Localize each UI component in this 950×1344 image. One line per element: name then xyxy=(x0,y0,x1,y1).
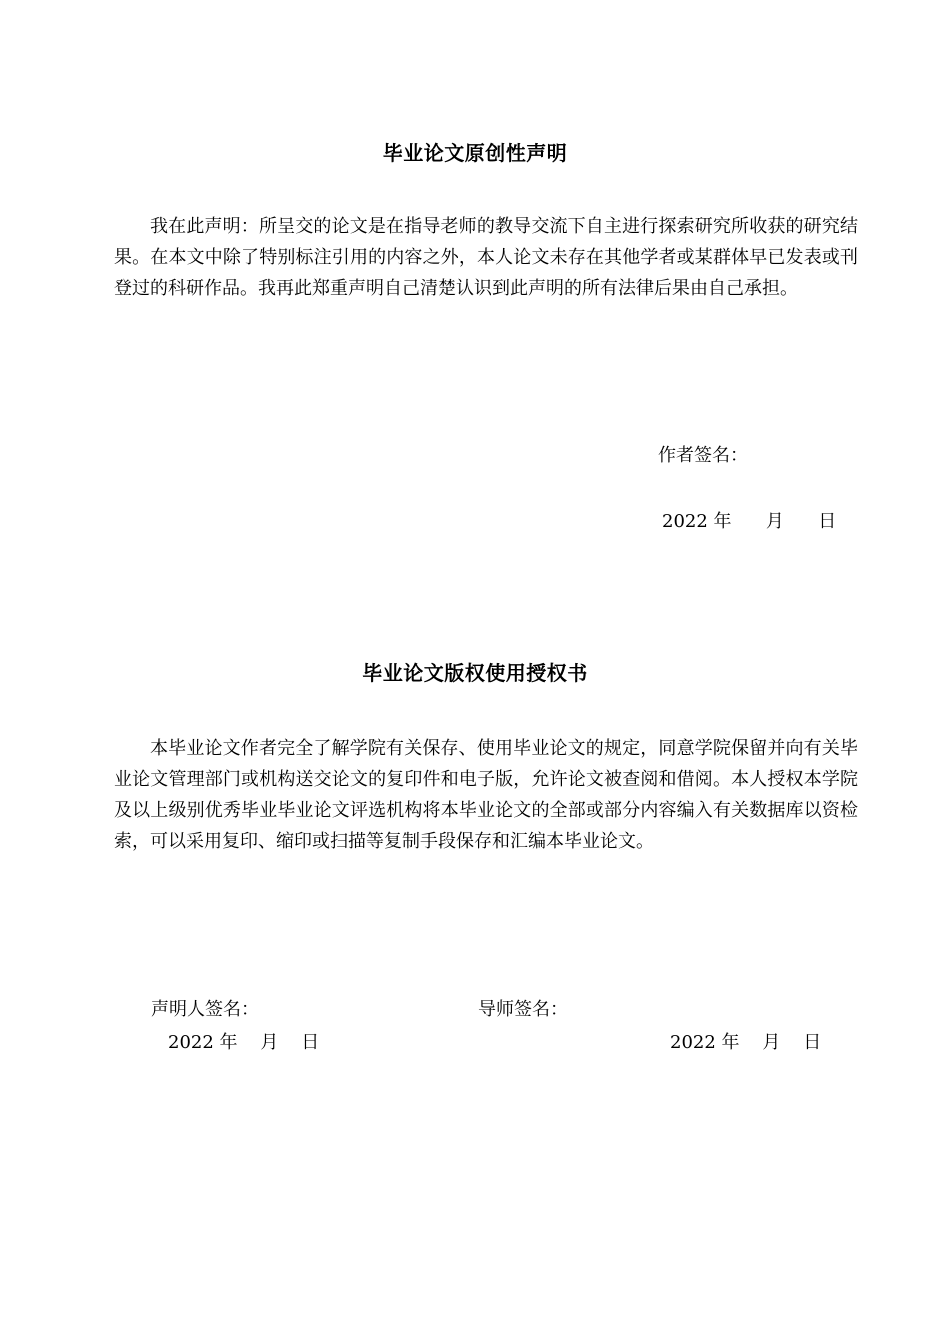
declaration-body: 我在此声明：所呈交的论文是在指导老师的教导交流下自主进行探索研究所收获的研究结果。在本文中除了特别标注引用的内容之外，本人论文未存在其他学者或某群体早已发表或刊登过的科研作品。我再此郑重声明自己清楚认识到此声明的所有法律后果由自己承担。 xyxy=(114,216,858,299)
authorization-title: 毕业论文版权使用授权书 xyxy=(362,661,588,685)
authorization-body: 本毕业论文作者完全了解学院有关保存、使用毕业论文的规定，同意学院保留并向有关毕业论文管理部门或机构送交论文的复印件和电子版，允许论文被查阅和借阅。本人授权本学院及以上级别优秀毕业毕业论文评选机构将本毕业论文的全部或部分内容编入有关数据库以资检索，可以采用复印、缩印或扫描等复制手段保存和汇编本毕业论文。 xyxy=(114,738,858,852)
declarant-signature-label: 声明人签名： xyxy=(151,999,259,1020)
advisor-signature-label: 导师签名： xyxy=(478,999,568,1020)
declarant-signature-date: 2022 年 月 日 xyxy=(168,1032,320,1053)
declaration-title: 毕业论文原创性声明 xyxy=(382,141,568,165)
advisor-signature-date: 2022 年 月 日 xyxy=(670,1032,822,1053)
author-signature-date: 2022 年 月 日 xyxy=(662,511,837,532)
author-signature-label: 作者签名： xyxy=(658,445,748,466)
